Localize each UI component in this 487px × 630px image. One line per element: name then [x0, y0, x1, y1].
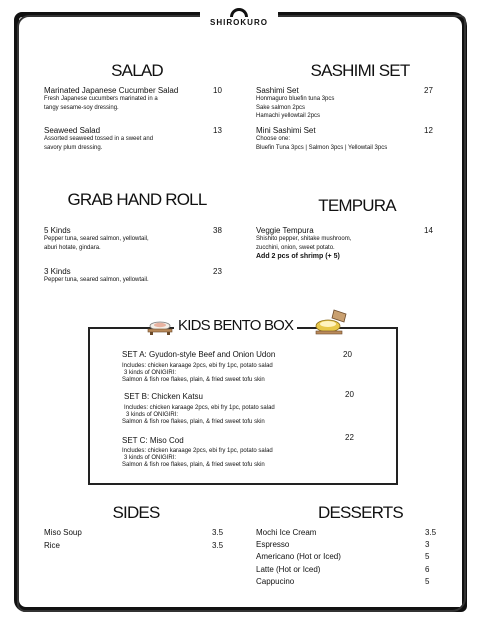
bento-heading: KIDS BENTO BOX — [174, 317, 297, 334]
item-desc: Hamachi yellowtail 2pcs — [256, 113, 321, 119]
item-addon: Add 2 pcs of shrimp (+ 5) — [256, 253, 340, 260]
item-name: Seaweed Salad — [44, 126, 101, 135]
bento-set-desc: 3 kinds of ONIGIRI: — [124, 455, 177, 461]
item-name: Mochi Ice Cream — [256, 528, 317, 537]
item-price: 5 — [425, 552, 430, 561]
menu-item — [44, 267, 149, 285]
item-price: 3 — [425, 540, 430, 549]
menu-item — [256, 226, 351, 260]
logo — [200, 6, 278, 32]
bento-set-desc: Salmon & fish roe flakes, plain, & fried sweet tofu skin — [122, 462, 265, 468]
bento-set-price: 20 — [345, 390, 354, 399]
item-name: Sashimi Set — [256, 86, 299, 95]
bento-set-desc: Salmon & fish roe flakes, plain, & fried sweet tofu skin — [122, 377, 265, 383]
menu-item — [44, 126, 153, 152]
item-price: 3.5 — [212, 528, 224, 537]
item-desc: Fresh Japanese cucumbers marinated in a — [44, 96, 158, 102]
bento-set-price: 22 — [345, 433, 354, 442]
sides-heading: SIDES — [112, 503, 160, 522]
item-name: Marinated Japanese Cucumber Salad — [44, 86, 179, 95]
item-desc: aburi hotate, gindara. — [44, 244, 101, 251]
item-price: 27 — [424, 86, 433, 95]
item-price: 3.5 — [212, 541, 224, 550]
item-name: 5 Kinds — [44, 226, 71, 235]
salad-heading: SALAD — [111, 61, 163, 80]
logo-mark-icon — [230, 8, 248, 17]
bento-set-desc: 3 kinds of ONIGIRI: — [126, 412, 179, 418]
item-name: Miso Soup — [44, 528, 82, 537]
bento-set-desc: Includes: chicken karaage 2pcs, ebi fry 1pc, potato salad — [122, 363, 273, 369]
tempura-heading: TEMPURA — [318, 196, 396, 215]
desserts-heading: DESSERTS — [318, 503, 403, 522]
item-price: 5 — [425, 577, 430, 586]
bento-set-price: 20 — [343, 350, 352, 359]
bento-set-desc: 3 kinds of ONIGIRI: — [124, 370, 177, 376]
bento-set-desc: Salmon & fish roe flakes, plain, & fried sweet tofu skin — [122, 419, 265, 425]
item-desc: savory plum dressing. — [44, 144, 103, 151]
bento-set-name: SET A: Gyudon-style Beef and Onion Udon — [122, 350, 276, 359]
item-price: 14 — [424, 226, 433, 235]
bento-set-desc: Includes: chicken karaage 2pcs, ebi fry 1pc, potato salad — [124, 405, 275, 411]
item-price: 6 — [425, 565, 430, 574]
item-desc: tangy sesame-soy dressing. — [44, 104, 119, 111]
bento-lunchbox-icon — [312, 306, 348, 338]
item-price: 12 — [424, 126, 433, 135]
item-price: 23 — [213, 267, 222, 276]
item-name: Veggie Tempura — [256, 226, 314, 235]
logo-text: SHIROKURO — [210, 18, 268, 27]
item-desc: Shishito pepper, shitake mushroom, — [256, 236, 352, 242]
menu-item — [256, 126, 387, 152]
item-price: 3.5 — [425, 528, 437, 537]
menu-item — [256, 86, 334, 121]
item-desc: Pepper tuna, seared salmon, yellowtail. — [44, 277, 149, 283]
handroll-heading: GRAB HAND ROLL — [67, 190, 207, 209]
sashimi-heading: SASHIMI SET — [310, 61, 410, 80]
menu-item — [44, 86, 178, 112]
item-desc: zucchini, onion, sweet potato. — [256, 244, 335, 251]
item-desc: Honmaguro bluefin tuna 3pcs — [256, 96, 335, 102]
item-name: Rice — [44, 541, 61, 550]
bento-set-desc: Includes: chicken karaage 2pcs, ebi fry 1pc, potato salad — [122, 448, 273, 454]
item-name: Mini Sashimi Set — [256, 126, 316, 135]
bento-set-name: SET C: Miso Cod — [122, 436, 184, 445]
item-price: 38 — [213, 226, 222, 235]
item-name: Espresso — [256, 540, 290, 549]
item-name: Cappucino — [256, 577, 295, 586]
menu-item — [44, 226, 149, 252]
item-name: Americano (Hot or Iced) — [256, 552, 341, 561]
item-desc: Choose one: — [256, 136, 291, 142]
bento-plate-icon — [146, 314, 174, 336]
bento-set-name: SET B: Chicken Katsu — [124, 392, 203, 401]
item-name: Latte (Hot or Iced) — [256, 565, 321, 574]
item-price: 13 — [213, 126, 222, 135]
item-name: 3 Kinds — [44, 267, 71, 276]
item-price: 10 — [213, 86, 222, 95]
item-desc: Bluefin Tuna 3pcs | Salmon 3pcs | Yellowtail 3pcs — [256, 144, 388, 151]
item-desc: Sake salmon 2pcs — [256, 104, 306, 111]
item-desc: Assorted seaweed tossed in a sweet and — [44, 136, 154, 142]
item-desc: Pepper tuna, seared salmon, yellowtail, — [44, 236, 149, 242]
